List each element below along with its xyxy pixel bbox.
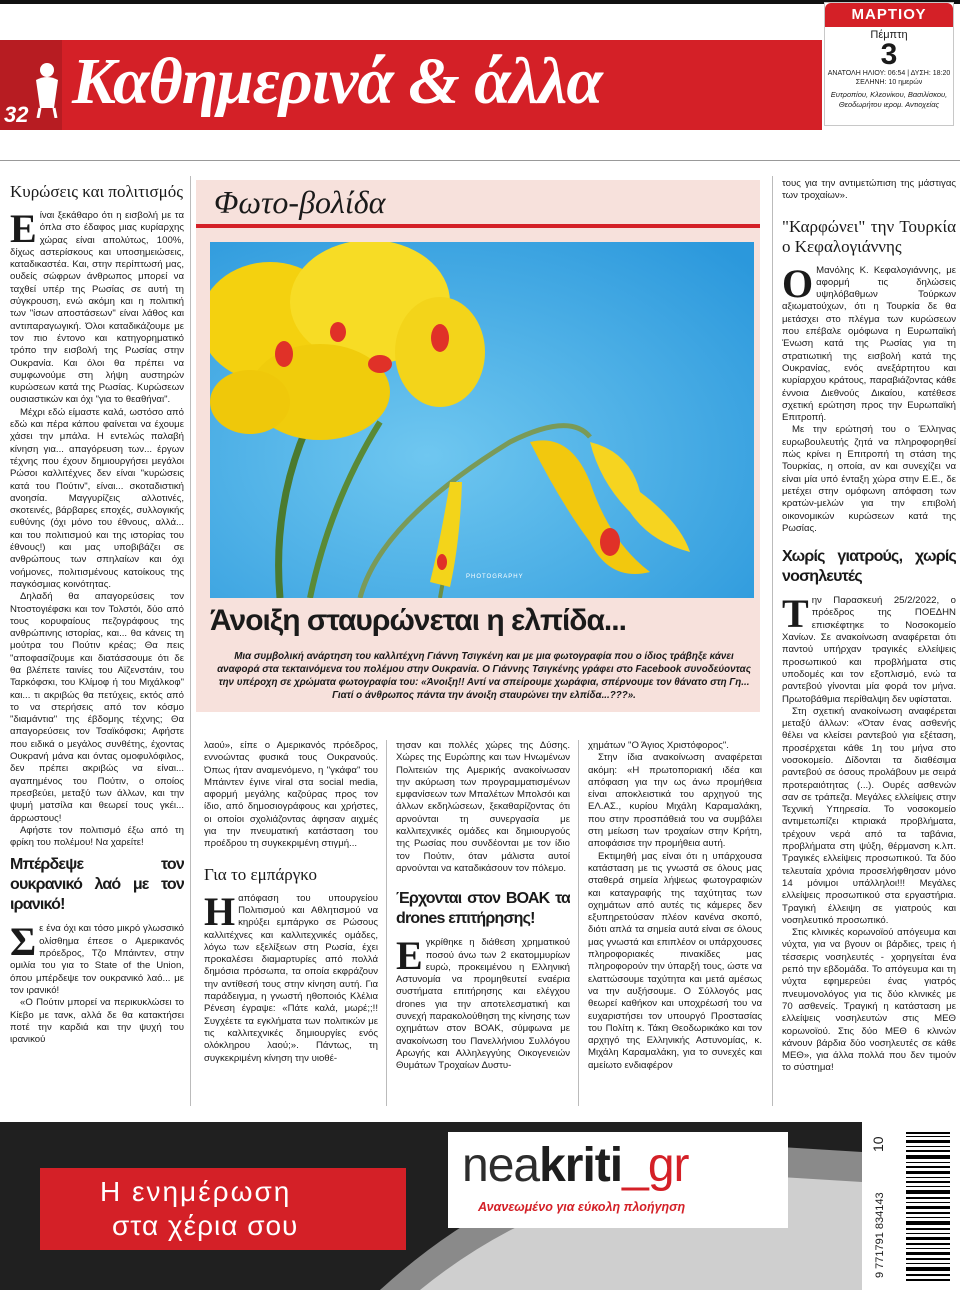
date-box — [824, 2, 954, 126]
article-paragraph: Στη σχετική ανακοίνωση αναφέρεται μεταξύ άλλων: «Όταν ένας ασθενής θέλει να κλείσει ραντεβού για εξέταση, προσέρχεται κάθε 1η του μήνα στο νοσοκομείο. Δίδονται τα διαθέσιμα ραντεβού σε όσους προλάβουν με σειρά προτεραιότητας (...). Ουρές ασθενών σαν σε τράπεζα. Μεγάλες ελλείψεις στην Τεχνική Υπηρεσία. Το νοσοκομείο αντιμετωπίζει κτιριακά προβλήματα, τρέχουν νερά από τα ταβάνια, προβλήματα στη ψύξη, θέρμανση κ.λπ. Τραγικές ελλείψεις προσωπικού. Τα δύο τελευταία χρόνια προσελήφθησαν μόνο 14 μόνιμοι υπάλληλοι!!! Μεγάλες ελλείψεις προσωπικού στα εργαστήρια. Τραγική έλλειψη σε γιατρούς και νοσηλευτικό προσωπικό. — [782, 705, 956, 926]
barcode-issue: 10 — [870, 1136, 886, 1152]
column-divider — [578, 740, 579, 1106]
article-paragraph: ε ένα όχι και τόσο μικρό γλωσσικό ολίσθημα έπεσε ο Αμερικανός πρόεδρος, Τζο Μπάιντεν, στην ομιλία του για το State of the Union, όπου μπέρδεψε τον ουκρανικό λαό... με τον ιρανικό! — [10, 923, 184, 996]
article-paragraph: απόφαση του υπουργείου Πολιτισμού και Αθλητισμού να κηρύξει εμπάργκο σε Ρώσους καλλιτέχνες και καλλιτεχνικές ομάδες, λόγω των εξελίξεων στη Ρωσία, έχει προκαλέσει διαμαρτυρίες από πολλά δημόσια πρόσωπα, τα οποία εκφράζουν την αντίθεσή τους στην κίνηση αυτή. Για παράδειγμα, η γνωστή ηθοποιός Κλέλια Ρένεση έγραψε: «Πάτε καλά, μωρέ;;!! Συγχέετε τα εγκλήματα των πολιτικών με τις καλλιτεχνικές δημιουργίες ενός ολόκληρου λαού;». Πάντως, τη συγκεκριμένη κίνηση την υιοθέ- — [204, 892, 378, 1064]
article-paragraph: γκρίθηκε η διάθεση χρηματικού ποσού άνω των 2 εκατομμυρίων ευρώ, προκειμένου η Ελληνική Αστυνομία να προμηθευτεί εναέρια συστήματα επιτήρησης και ελέγχου drones για την αποτελεσματική και συνεχή παρακολούθηση της κίνησης των οχημάτων στον ΒΟΑΚ, σύμφωνα με ανακοίνωση του Πανελλήνιου Συλλόγου Αρωγής και Αλληλεγγύης Οικογενειών Θυμάτων Τροχαίων Δυστυ- — [396, 937, 570, 1072]
photo-label: Φωτο-βολίδα — [214, 184, 386, 220]
article-paragraph: Με την ερώτησή του ο Έλληνας ευρωβουλευτής ζητά να πληροφορηθεί πώς κρίνει η Επιτροπή τη στάση της Τουρκίας, η οποία, αν και συνεχίζει να είναι μία υπό ένταξη χώρα στην Ε.Ε., δε μετέχει στην ομόφωνη απόφαση των κρατών-μελών για την επιβολή οικονομικών κυρώσεων κατά της Ρωσίας. — [782, 424, 956, 534]
article-paragraph: Στις κλινικές κορωνοϊού απόγευμα και νύχτα, για να βγουν οι βάρδιες, τρεις ή τέσσερις νοσηλευτές - χορηγείται ένα ρεπό την εβδομάδα. Το απόγευμα και τη νύχτα εφημερεύει ένας γιατρός πνευμονολόγος για τις δύο κλινικές με 70 ασθενείς. Τραγική η κατάσταση με ελλείψεις νοσηλευτών στις ΜΕΘ κορωνοϊού. Στις δύο ΜΕΘ 6 κλινών κάνουν βάρδια δύο νοσηλευτές σε κάθε ΜΕΘ», για άλλα πολλά που δεν τιμούν το σύστημα! — [782, 927, 956, 1074]
article-title: Έρχονται στον ΒΟΑΚ τα drones επιτήρησης! — [396, 890, 570, 928]
column-2 — [204, 740, 378, 1106]
page-number: 32 — [4, 102, 29, 127]
date-weekday: Πέμπτη — [870, 29, 908, 41]
article-paragraph: τησαν και πολλές χώρες της Δύσης. Χώρες της Ευρώπης και των Ηνωμένων Πολιτειών της Αμερικής ανακοίνωσαν την ακύρωση των προγραμματισμένων εμφανίσεων των Μπαλέτων Μπολσόι και άλλων εκδηλώσεων, ξεκαθαρίζοντας ότι αρνούνται τη συνεργασία με καλλιτεχνικές ομάδες και δημιουργούς της Ρωσίας που συνδέονται με τον ίδιο τον Πούτιν, όταν μάλιστα αυτοί αρνούνται να καταδικάσουν τον πόλεμο. — [396, 740, 570, 874]
article-paragraph: «Ο Πούτιν μπορεί να περικυκλώσει το Κίεβο με τανκ, αλλά δε θα κατακτήσει ποτέ την καρδιά και την ψυχή του ιρανικού — [10, 997, 184, 1046]
dropcap: Η — [204, 888, 236, 934]
article-title: Για το εμπάργκο — [204, 864, 317, 884]
photo-watermark: PHOTOGRAPHY — [466, 574, 524, 580]
article-paragraph: Στην ίδια ανακοίνωση αναφέρεται ακόμη: «Η πρωτοποριακή ιδέα και απόφαση για την ως άνω προμήθεια είναι αποκλειστικά του αρχηγού της ΕΛ.ΑΣ., κυρίου Μιχάλη Καραμαλάκη, που στην προσπάθειά του να συμβάλει στη μείωση των τροχαίων στην Κρήτη, αποφάσισε την προμήθεια αυτή. — [588, 752, 762, 850]
column-5 — [782, 178, 956, 1106]
dropcap: Σ — [10, 919, 37, 965]
article-title: Χωρίς γιατρούς, χωρίς νοσηλευτές — [782, 548, 956, 586]
section-title: Καθημερινά & άλλα — [72, 45, 602, 118]
article-paragraph: χημάτων "Ο Άγιος Χριστόφορος". — [588, 740, 729, 751]
article-paragraph: ην Παρασκευή 25/2/2022, ο πρόεδρος της ΠΟΕΔΗΝ επισκέφτηκε το Νοσοκομείο Χανίων. Σε ανακοίνωση αναφέρεται ότι παντού υπήρχαν τραγικές ελλείψεις προσωπικού και προβλήματα στις υποδομές και τον εξοπλισμό, ενώ τα ραντεβού γίνονται μία φορά τον μήνα. Πρωτοβάθμια περίθαλψη δεν υφίσταται. — [782, 595, 956, 705]
dropcap: Τ — [782, 591, 809, 637]
ad-slogan-line2: στα χέρια σου — [112, 1210, 299, 1241]
masthead — [0, 40, 822, 130]
top-border — [0, 0, 960, 4]
dropcap: Ο — [782, 260, 814, 306]
column-divider — [190, 176, 191, 1106]
article-paragraph: τους για την αντιμετώπιση της μάστιγας των τροχαίων». — [782, 178, 956, 202]
advertisement-banner[interactable] — [0, 1122, 862, 1290]
article-title: Μπέρδεψε τον ουκρανικό λαό με τον ιρανικό! — [10, 856, 184, 914]
ad-slogan-box — [40, 1168, 406, 1250]
photo-rule — [196, 224, 760, 228]
photo-caption: Μια συμβολική ανάρτηση του καλλιτέχνη Γιάννη Τσιγκένη και με μια φωτογραφία που ο ίδιος τράβηξε κάνει αναφορά στα τεκταινόμενα του πολέμου στην Ουκρανία. Ο Γιάννης Τσιγκένης γράφει στο Facebook συνοδεύοντας την υπέροχη σε χρώματα φωτογραφία του: «Άνοιξη!! Αντί να σπείρουμε χωράφια, σπέρνουμε τον θάνατο στη Γη... Γιατί ο άνθρωπος πάντα την άνοιξη σταυρώνει την ελπίδα...???». — [217, 651, 751, 701]
date-day-number: 3 — [880, 38, 898, 71]
article-paragraph: Μέχρι εδώ είμαστε καλά, ωστόσο από εδώ και πέρα κάπου φαίνεται να έχουμε χάσει την μπάλα. Η εντελώς παλαβή κίνηση για... απαγόρευση των... έργων τέχνης που έχουν δημιουργήσει μεγάλοι Ρώσοι καλλιτέχνες δεν είναι "κυρώσεις κατά του Πούτιν", είναι... σκοταδιστική ανοησία. Μαγγυρίζεις αλλοτινές, σκοτεινές, βάρβαρες εποχές, συλλογικής ευθύνης (όχι μόνο του έθνους, αλλά... και του πολιτισμού και της ιστορίας του έθνους!) και μας υποβιβάζει σε ανθρώπους των σπηλαίων και όχι νοήμονες, πολιτισμένους κατοίκους της παγκόσμιας κοινότητας. — [10, 406, 184, 590]
photo-headline: Άνοιξη σταυρώνεται η ελπίδα... — [210, 604, 626, 637]
ad-brand-logo: neakriti_gr — [462, 1139, 689, 1192]
date-moon-phase: ΣΕΛΗΝΗ: 10 ημερών — [855, 79, 923, 86]
ad-brand-box — [448, 1132, 788, 1228]
column-divider — [772, 176, 773, 1106]
article-paragraph: Δηλαδή θα απαγορεύσεις τον Ντοστογιέφσκι και τον Τολστόι, δύο από τους κορυφαίους πεζογράφους της ανθρώπινης ιστορίας, και... θα κάνεις τη μούτρα του Πούτιν κρέας; Θα πεις "αποφασίζουμε και διατάσσουμε ότι δε θα βλέπετε ταινίες του Αϊζενστάιν, του Ταρκόφσκι, του Κλίμοφ ή του Μιχάλκοφ" και... τι ακριβώς θα πετύχεις, εκτός από το να στερήσεις από τον κόσμο "διαμάντια" της έβδομης τέχνης; Θα απαγορεύσεις τον Τσαϊκόφσκι; Αφήστε που ειδικά ο μεγάλος συνθέτης, έχοντας Ουκρανή μάνα και όντας ομοφυλόφιλος, δεν πρέπει ακριβώς να είναι... αγαπημένος του Πούτιν, ο οποίος πρεσβεύει, μεταξύ των άλλων, και την ψυμή ματσίλα και θεωρεί τους γκέι... άρρωστους! — [10, 591, 184, 824]
column-4 — [588, 740, 762, 1106]
column-divider — [386, 740, 387, 1106]
article-title: Κυρώσεις και πολιτισμός — [10, 182, 183, 201]
flower-photo — [210, 242, 754, 598]
article-paragraph: Εκτιμηθή μας είναι ότι η υπάρχουσα κατάσταση με τις γνωστά σε όλους μας σταθερά σημεία λήψεως φωτογραφιών και καταγραφής της ταχύτητας των οχημάτων από αυτές τις κάμερες δεν εξυπηρετούσαν πλέον κανένα σκοπό, διότι απλά τα σημεία αυτά είναι σε όλους μας γνωστά και επιπλέον οι υπάρχουσες πληροφοριακές πινακίδες μας πληροφορούν την ύπαρξή τους, ώστε να ελαττώσουμε ταχύτητα και μετά αμέσως να την αυξήσουμε. Ο Σύλλογός μας θεωρεί καθήκον και υποχρέωσή του να ευχαριστήσει τον υπουργό Προστασίας του Πολίτη κ. Τάκη Θεοδωρικάκο και τον αρχηγό της Ελληνικής Αστυνομίας, κ. Μιχάλη Καραμαλάκη, για το συνεχές και αμείωτο ενδιαφέρον — [588, 850, 762, 1071]
article-paragraph: ίναι ξεκάθαρο ότι η εισβολή με τα όπλα στο έδαφος μιας κυρίαρχης χώρας είναι απολύτως, 100%, δίχως αστερίσκους και υποσημειώσεις, καταδικαστέα. Και, στην περίπτωσή μας, ουδείς σώφρων άνθρωπος μπορεί να ταχθεί υπέρ της Ρωσίας σε αυτή τη σύγκρουση, ενώ ακόμη και η πολιτική των "ίσων αποστάσεων" είναι λάθος και αντιπαραγωγική. Όλοι καταδικάζουμε με τον πιο έντονο και κατηγορηματικό τρόπο την εισβολή της Ρωσίας στην Ουκρανία. Και όλοι θα πρέπει να συμφωνούμε στη λήψη αυστηρών κυρώσεων κατά της Ρωσίας. Κυρώσεων ουσιαστικών και όχι "για το θεαθήναι". — [10, 210, 184, 406]
article-paragraph: Μανόλης Κ. Κεφαλογιάννης, με αφορμή τις δηλώσεις υψηλόβαθμων Τούρκων αξιωματούχων, ότι η Τουρκία δε θα μετάσχει στο πλέγμα των κυρώσεων που επέβαλε ομόφωνα η Ευρωπαϊκή Ένωση κατά της Ρωσίας για τη στρατιωτική της εισβολή κατά της Ουκρανίας, ενός ανεξάρτητου και κυρίαρχου κράτους, παραβιάζοντας κάθε έννοια Διεθνούς Δικαίου, κατέθεσε σχετική ερώτηση προς την Ευρωπαϊκή Επιτροπή. — [782, 264, 956, 424]
ad-tagline: Ανανεωμένο για εύκολη πλοήγηση — [478, 1200, 686, 1214]
article-paragraph: λαού», είπε ο Αμερικανός πρόεδρος, εννοώντας φυσικά τους Ουκρανούς. Όπως ήταν αναμενόμενο, η "γκάφα" του Μπάιντεν έγινε viral στα social media, αφορμή μεγάλης καζούρας προς τον ίδιο, από δημοσιογράφους και χρήστες, οι οποίοι σχολιάζοντας άφησαν αιχμές για την πνευματική κατάσταση του προέδρου τη συγκεκριμένη στιγμή... — [204, 740, 378, 850]
article-paragraph: Αφήστε τον πολιτισμό έξω από τη φρίκη του πολέμου! Να χαρείτε! — [10, 824, 184, 849]
barcode — [866, 1128, 956, 1286]
logo-figure-icon — [30, 58, 64, 118]
article-title: "Καρφώνει" την Τουρκία ο Κεφαλογιάννης — [782, 216, 956, 256]
dropcap: Ε — [396, 933, 423, 979]
ad-slogan-line1: Η ενημέρωση — [100, 1176, 292, 1207]
column-1 — [10, 176, 184, 1106]
photo-feature — [196, 180, 760, 712]
barcode-digits: 9 771791 834143 — [874, 1192, 886, 1278]
date-sun-times: ΑΝΑΤΟΛΗ ΗΛΙΟΥ: 06:54 | ΔΥΣΗ: 18:20 — [827, 70, 951, 77]
date-month: ΜΑΡΤΙΟΥ — [825, 3, 953, 27]
masthead-rule — [0, 160, 960, 161]
dropcap: Ε — [10, 206, 37, 251]
date-saints: Ευτροπίου, Κλεονίκου, Βασιλίσκου, Θεοδωρήτου ιερομ. Αντιοχείας — [830, 90, 948, 109]
column-3 — [396, 740, 570, 1106]
